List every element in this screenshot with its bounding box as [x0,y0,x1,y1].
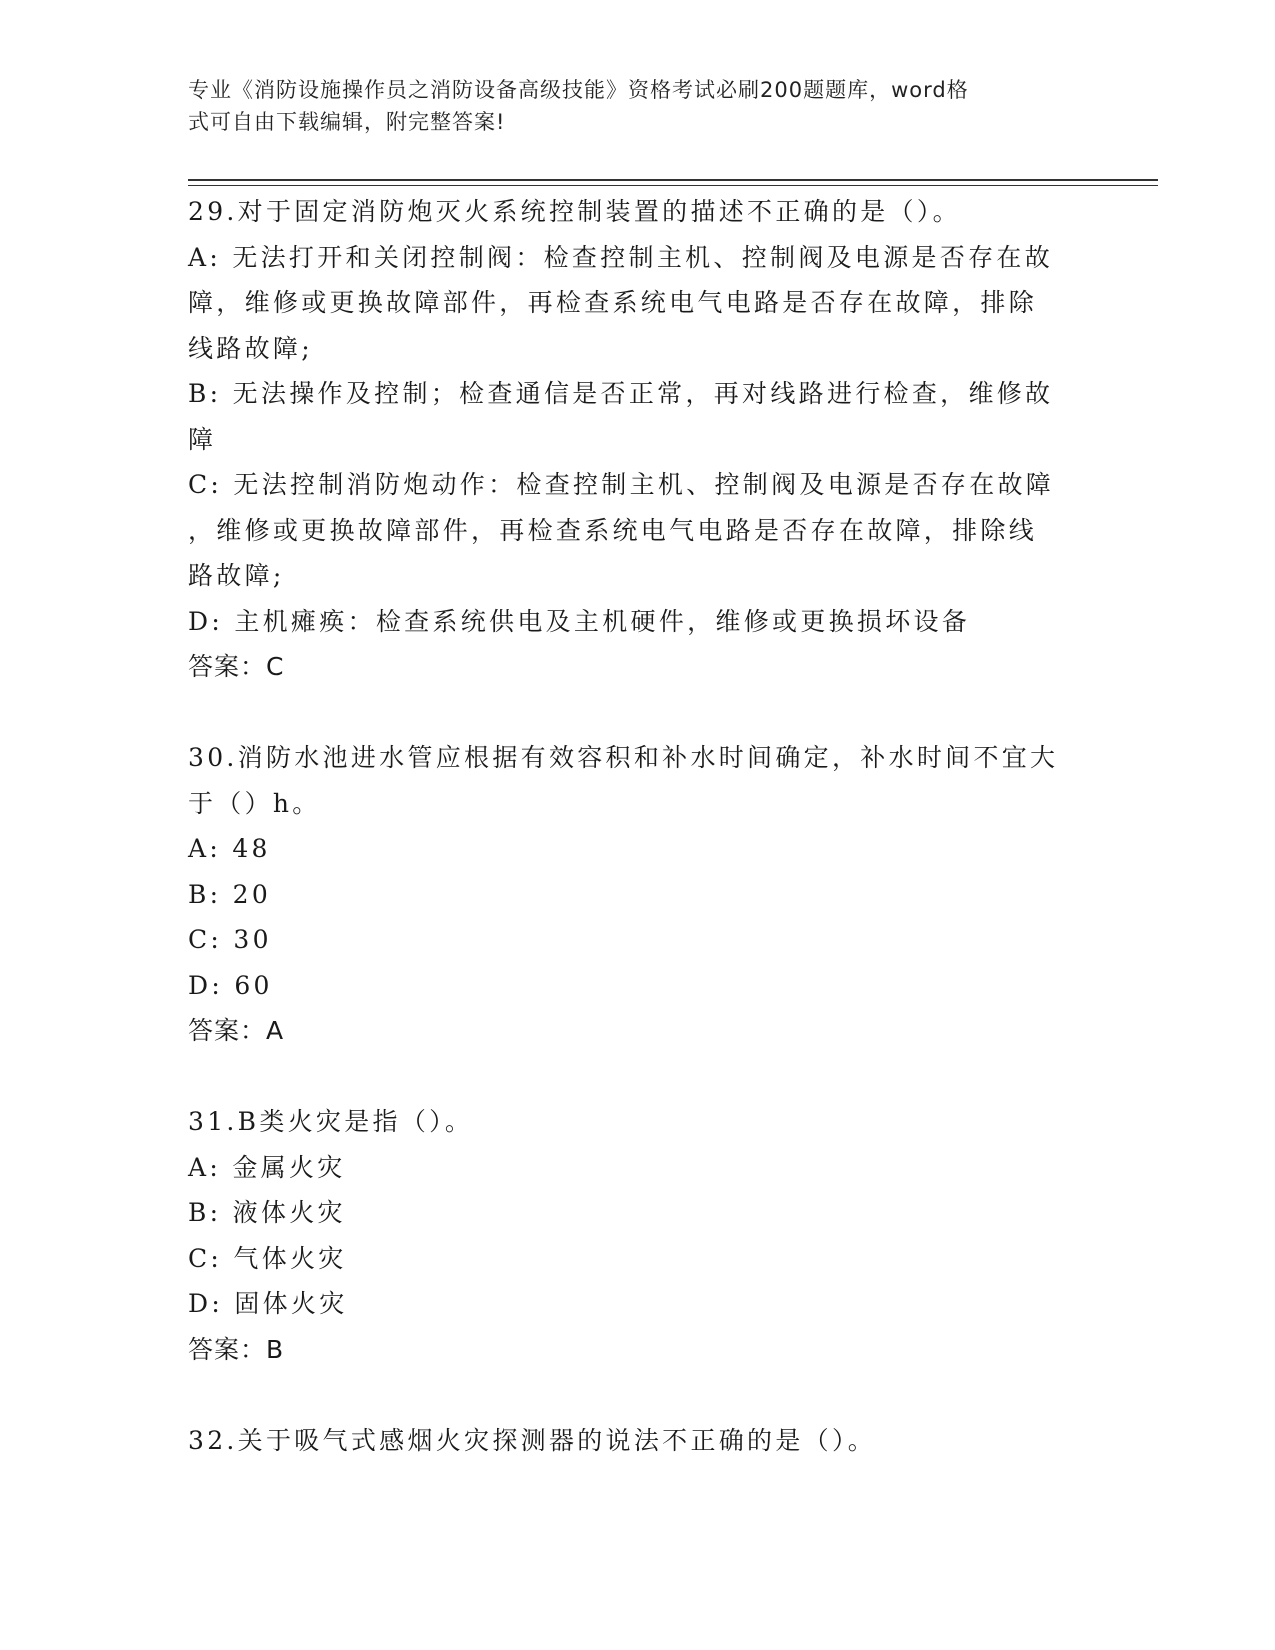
question-29 [188,189,1088,690]
option-c-line-3: 路故障; [188,561,285,590]
option-a: A: 48 [188,834,271,863]
spacer [188,1054,1088,1100]
question-stem: 29.对于固定消防炮灭火系统控制装置的描述不正确的是（）。 [188,197,961,226]
option-c-line-2: ，维修或更换故障部件，再检查系统电气电路是否存在故障，排除线 [188,515,1038,545]
spacer [188,690,1088,736]
header-divider-thin [188,185,1158,186]
option-a-line-1: A: 无法打开和关闭控制阀：检查控制主机、控制阀及电源是否存在故 [188,242,1054,272]
question-list [188,189,1088,1463]
question-30 [188,735,1088,1054]
option-d-line-1: D: 主机瘫痪：检查系统供电及主机硬件，维修或更换损坏设备 [188,606,971,636]
option-a: A: 金属火灾 [188,1152,346,1182]
spacer [188,1372,1088,1418]
answer-label: 答案：B [188,1334,285,1364]
option-a-line-2: 障，维修或更换故障部件，再检查系统电气电路是否存在故障，排除 [188,288,1038,317]
answer-label: 答案：A [188,1016,285,1045]
question-stem: 32.关于吸气式感烟火灾探测器的说法不正确的是（）。 [188,1425,877,1455]
question-32 [188,1418,1088,1464]
option-b-line-1: B: 无法操作及控制；检查通信是否正常，再对线路进行检查，维修故 [188,379,1054,408]
option-d: D: 60 [188,970,273,1000]
option-b-line-2: 障 [188,424,217,454]
header-divider-thick [188,179,1158,181]
document-header [188,74,1068,138]
option-c-line-1: C: 无法控制消防炮动作：检查控制主机、控制阀及电源是否存在故障 [188,470,1055,499]
question-stem-line-2: 于（）h。 [188,788,321,818]
option-b: B: 20 [188,879,272,909]
header-line-2: 式可自由下载编辑，附完整答案! [188,110,506,134]
option-c: C: 气体火灾 [188,1243,347,1273]
option-d: D: 固体火灾 [188,1289,348,1318]
question-stem-line-1: 30.消防水池进水管应根据有效容积和补水时间确定，补水时间不宜大 [188,743,1059,772]
option-c: C: 30 [188,925,272,954]
option-b: B: 液体火灾 [188,1198,346,1227]
answer-label: 答案：C [188,652,285,681]
header-line-1: 专业《消防设施操作员之消防设备高级技能》资格考试必刷200题题库，word格 [188,78,969,102]
option-a-line-3: 线路故障; [188,333,313,363]
question-stem: 31.B类火灾是指（）。 [188,1107,474,1136]
question-31 [188,1099,1088,1372]
